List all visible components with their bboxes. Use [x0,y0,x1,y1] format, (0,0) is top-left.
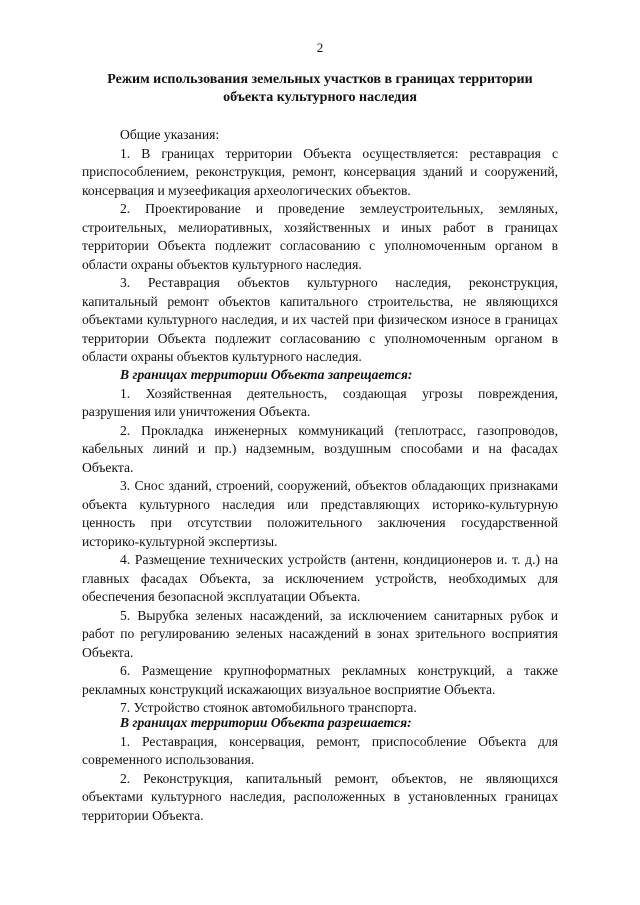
prohibited-item-6: 6. Размещение крупноформатных рекламных конструкций, а также рекламных конструкций искажающих визуальное восприятие Объекта. [82,663,558,697]
prohibited-item-2: 2. Прокладка инженерных коммуникаций (теплотрасс, газопроводов, кабельных линий и пр.) надземным, воздушным способами и на фасадах Объекта. [82,422,558,475]
prohibited-item-3: 3. Снос зданий, строений, сооружений, объектов обладающих признаками объекта культурного наследия или представляющих историко-культурную ценность при отсутствии положительного заключения государственной историко-культурной экспертизы. [82,478,558,549]
page-number: 2 [316,40,324,55]
allowed-item-2: 2. Реконструкция, капитальный ремонт, объектов, не являющихся объектами культурного наследия, расположенных в установленных границах территории Объекта. [82,770,558,823]
prohibited-item-1: 1. Хозяйственная деятельность, создающая угрозы повреждения, разрушения или уничтожения Объекта. [82,385,558,419]
prohibited-item-4: 4. Размещение технических устройств (антенн, кондиционеров и. т. д.) на главных фасадах Объекта, за исключением устройств, необходимых для обеспечения безопасной эксплуатации Объекта. [82,552,558,604]
general-section [82,126,558,367]
general-heading: Общие указания: [120,127,220,142]
allowed-item-1: 1. Реставрация, консервация, ремонт, приспособление Объекта для современного использования. [82,733,558,767]
prohibited-section [82,366,558,718]
document-title: Режим использования земельных участков в границах территории объекта культурного наследия [107,72,533,105]
general-item-3: 3. Реставрация объектов культурного наследия, реконструкция, капитальный ремонт объектов капитального строительства, не являющихся объектами культурного наследия, и их частей при физическом износе в границах территории Объекта подлежит согласованию с уполномоченным органом в области охраны объектов культурного наследия. [82,275,558,364]
general-item-2: 2. Проектирование и проведение землеустроительных, земляных, строительных, мелиоративных, хозяйственных и иных работ в границах территории Объекта подлежит согласованию с уполномоченным органом в области охраны объектов культурного наследия. [82,201,558,272]
prohibited-item-5: 5. Вырубка зеленых насаждений, за исключением санитарных рубок и работ по регулированию зеленых насаждений в зонах зрительного восприятия Объекта. [82,607,558,660]
prohibited-item-7: 7. Устройство стоянок автомобильного транспорта. [120,700,417,715]
prohibited-heading: В границах территории Объекта запрещается: [120,367,413,382]
general-item-1: 1. В границах территории Объекта осуществляется: реставрация с приспособлением, реконструкция, ремонт, консервация зданий и сооружений, консервация и музеефикация археологических объектов. [82,145,558,198]
allowed-section [82,714,558,825]
allowed-heading: В границах территории Объекта разрешается: [120,715,412,730]
